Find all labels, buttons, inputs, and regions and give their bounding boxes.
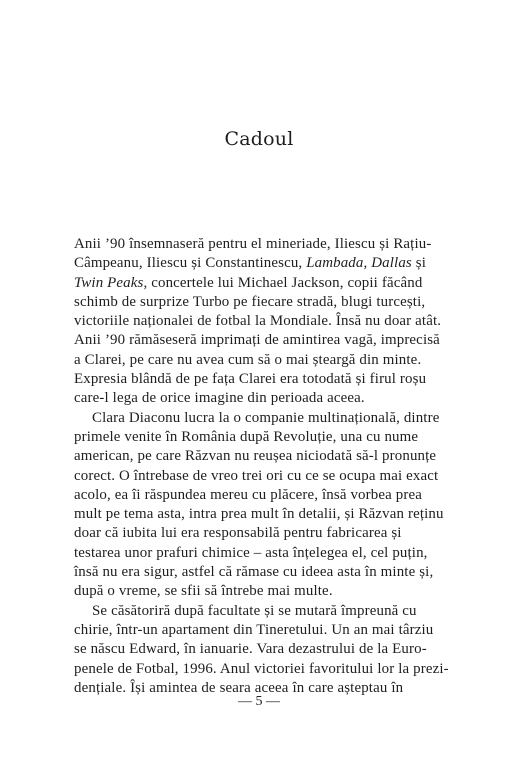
page-number: — 5 — [238,694,280,709]
text-line: corect. O întrebase de vreo trei ori cu ce se ocupa mai exact [74,467,439,484]
chapter-title: Cadoul [224,128,294,150]
text-line: Câmpeanu, Iliescu și Constantinescu, Lambada, Dallas și [74,255,426,272]
text-line: Anii ’90 rămăseseră imprimați de amintirea vagă, imprecisă [74,332,440,349]
text-line: penele de Fotbal, 1996. Anul victoriei favoritului lor la prezi- [74,660,449,677]
text-line: dențiale. Își amintea de seara aceea în care așteptau în [74,679,404,696]
paragraph-first-line: Clara Diaconu lucra la o companie multinațională, dintre [92,409,440,426]
body-text [74,235,449,698]
text-line: doar că iubita lui era responsabilă pentru fabricarea și [74,525,402,542]
text-line: Anii ’90 însemnaseră pentru el mineriade, Iliescu și Rațiu- [74,236,432,252]
text-line: mult pe tema asta, intra prea mult în detalii, și Răzvan reținu [74,506,444,523]
text-line: Twin Peaks, concertele lui Michael Jackson, copii făcând [74,274,423,291]
text-line: victoriile naționalei de fotbal la Mondiale. Însă nu doar atât. [74,313,442,330]
text-line: a Clarei, pe care nu avea cum să o mai șteargă din minte. [74,351,422,368]
text-line: schimb de surprize Turbo pe fiecare stradă, blugi turcești, [74,293,426,310]
text-line: chirie, într-un apartament din Tineretului. Un an mai târziu [74,621,434,638]
text-line: american, pe care Răzvan nu reușea niciodată să-l pronunțe [74,448,437,465]
text-line: primele venite în România după Revoluție, una cu nume [74,428,419,445]
text-line: după o vreme, se sfii să întrebe mai multe. [74,583,333,600]
text-line: acolo, ea îi răspundea mereu cu plăcere, însă vorbea prea [74,486,422,503]
text-line: se născu Edward, în ianuarie. Vara dezastrului de la Euro- [74,641,427,658]
paragraph-first-line: Se căsătoriră după facultate și se mutară împreună cu [92,602,417,619]
text-line: care-l lega de orice imagine din perioada aceea. [74,390,365,407]
text-line: Expresia blândă de pe fața Clarei era totodată și firul roșu [74,371,427,388]
text-line: însă nu era sigur, astfel că rămase cu ideea asta în minte și, [74,564,434,581]
text-line: testarea unor prafuri chimice – asta înțelegea el, cel puțin, [74,544,428,561]
